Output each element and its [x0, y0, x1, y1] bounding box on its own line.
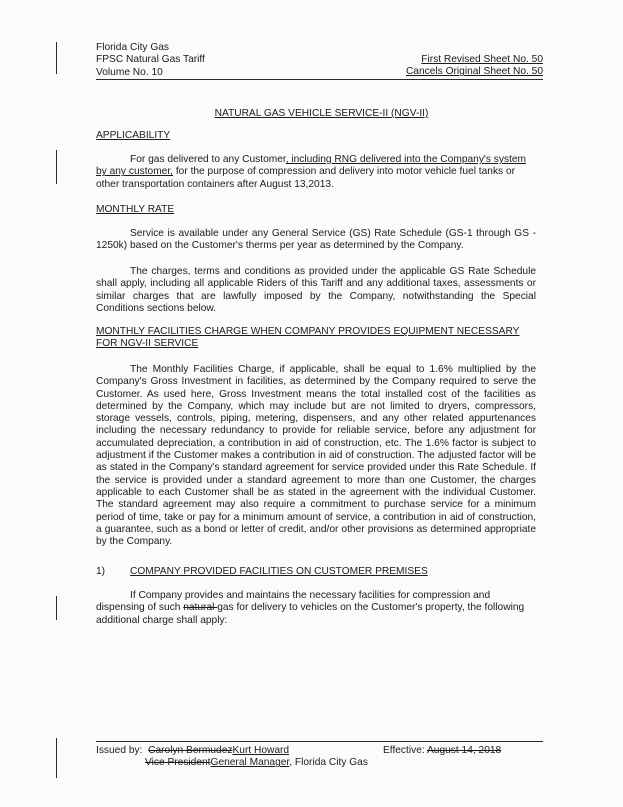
- header-rule: [96, 79, 543, 80]
- issued-by: Issued by: Carolyn BermudezKurt Howard Vice PresidentGeneral Manager, Florida City Gas: [96, 745, 368, 769]
- monthly-rate-paragraph-2: The charges, terms and conditions as provided under the applicable GS Rate Schedule shall apply, including all applicable Riders of this Tariff and any additional taxes, assessments or similar charges that are lawfully imposed by the Company, notwithstanding the Special Conditions sections below.: [96, 266, 536, 315]
- issued-label: Issued by:: [96, 745, 143, 756]
- facilities-heading: MONTHLY FACILITIES CHARGE WHEN COMPANY PROVIDES EQUIPMENT NECESSARY FOR NGV-II SERVICE: [96, 326, 520, 350]
- facilities-paragraph: The Monthly Facilities Charge, if applicable, shall be equal to 1.6% multiplied by the Company's Gross Investment in facilities, as determined by the Company required to serve the Customer. As used here, Gross Investment means the total installed cost of the facilities as determined by the Company, which may include but are not limited to dryers, compressors, storage vessels, controls, piping, metering, dispensers, and any other related appurtenances including the necessary redundancy to provide for reliable service, before any adjustment for accumulated depreciation, a contribution in aid of construction, etc. The 1.6% factor is subject to adjustment if the Customer makes a contribution in aid of construction. The adjusted factor will be as stated in the Company's standard agreement for service provided under this Rate Schedule. If the service is provided under a standard agreement to more than one Customer, the charges applicable to each Customer shall be as stated in the agreement with the individual Customer. The standard agreement may also require a commitment to purchase service for a minimum period of time, take or pay for a minimum amount of service, a contribution in aid of construction, a guarantee, such as a bond or letter of credit, and/or other provisions as determined appropriate by the Company.: [96, 364, 536, 548]
- monthly-rate-paragraph-1: Service is available under any General Service (GS) Rate Schedule (GS-1 through GS - 1250k) based on the Customer's therms per year as determined by the Company.: [96, 228, 536, 252]
- company-name: Florida City Gas: [96, 42, 170, 53]
- section-paragraph: If Company provides and maintains the necessary facilities for compression and dispensing of such natural gas for delivery to vehicles on the Customer's property, the following additional charge shall apply:: [96, 590, 525, 626]
- sheet-number: First Revised Sheet No. 50: [421, 54, 543, 65]
- header-right: [406, 54, 543, 79]
- revision-bar: [56, 596, 57, 620]
- footer-rule: [96, 741, 543, 742]
- page-title: NATURAL GAS VEHICLE SERVICE-II (NGV-II): [214, 108, 429, 119]
- monthly-rate-heading: MONTHLY RATE: [96, 204, 175, 215]
- header-left: [96, 42, 205, 79]
- effective-date: Effective: August 14, 2018: [383, 745, 502, 756]
- applicability-heading: APPLICABILITY: [96, 130, 171, 141]
- revision-bar: [56, 42, 57, 74]
- tariff-name: FPSC Natural Gas Tariff: [96, 54, 205, 66]
- revision-bar: [56, 738, 57, 778]
- section-heading: COMPANY PROVIDED FACILITIES ON CUSTOMER PREMISES: [130, 566, 428, 577]
- volume-number: Volume No. 10: [96, 66, 163, 78]
- cancels-sheet: Cancels Original Sheet No. 50: [405, 66, 543, 78]
- revision-bar: [56, 150, 57, 184]
- section-number: 1): [96, 566, 106, 577]
- applicability-paragraph: For gas delivered to any Customer, including RNG delivered into the Company's system by any customer, for the purpose of compression and delivery into motor vehicle fuel tanks or other transportation containers after August 13,2013.: [96, 154, 527, 190]
